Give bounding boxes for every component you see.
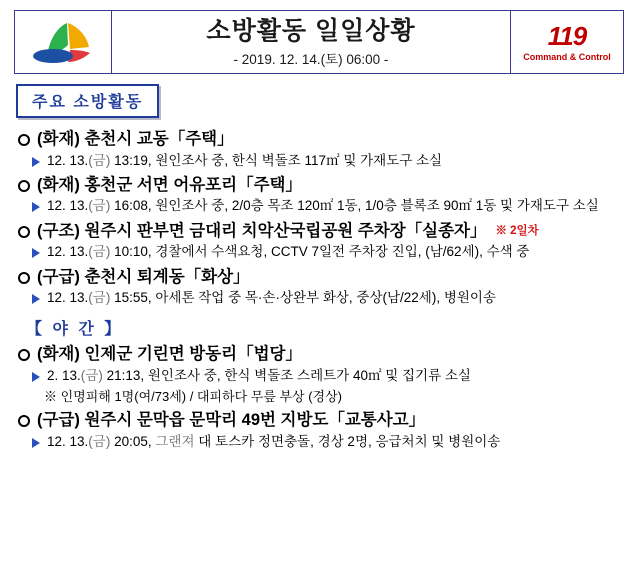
incident-title-row	[16, 344, 628, 365]
incident-detail	[47, 197, 628, 215]
detail-fragment: 16:08, 원인조사 중, 2/0층 목조 120㎡ 1동, 1/0층 블록조 90㎡ 1동 및 가재도구 소실	[110, 198, 599, 214]
detail-fragment: (금)	[80, 368, 103, 383]
detail-fragment: 12. 13.	[47, 290, 89, 306]
incident-detail	[47, 152, 628, 170]
circle-bullet-icon	[18, 226, 30, 238]
detail-fragment: 21:13, 원인조사 중, 한식 벽돌조 스레트가 40㎡ 및 집기류 소실	[102, 368, 471, 383]
detail-fragment: 대 토스카 정면충돌, 경상 2명, 응급처치 및 병원이송	[194, 433, 501, 449]
detail-fragment: 13:19, 원인조사 중, 한식 벽돌조 117㎡ 및 가재도구 소실	[110, 152, 443, 168]
circle-bullet-icon	[18, 415, 30, 427]
page-title: 소방활동 일일상황	[206, 17, 416, 46]
document-header	[14, 10, 624, 74]
incident-detail-row	[32, 243, 628, 261]
incident-title: (구급) 원주시 문막읍 문막리 49번 지방도「교통사고」	[37, 411, 426, 430]
incident-detail-row	[32, 152, 628, 170]
detail-fragment: (금)	[88, 244, 111, 260]
incident-detail	[47, 243, 628, 261]
triangle-bullet-icon	[32, 157, 40, 167]
incident-item	[10, 267, 628, 308]
content-area	[10, 129, 628, 451]
detail-fragment: 그랜져	[155, 433, 195, 449]
incident-title: (구조) 원주시 판부면 금대리 치악산국립공원 주차장「실종자」	[37, 221, 487, 240]
incident-item	[10, 410, 628, 451]
detail-fragment: (금)	[88, 290, 111, 306]
document-page	[0, 10, 638, 578]
daytime-item-list	[10, 129, 628, 307]
circle-bullet-icon	[18, 272, 30, 284]
detail-fragment: (금)	[88, 198, 111, 214]
title-cell	[112, 11, 510, 73]
incident-detail-row	[32, 289, 628, 307]
logo-cell	[15, 11, 112, 73]
detail-fragment: (금)	[88, 152, 111, 168]
incident-title: (화재) 춘천시 교동「주택」	[37, 130, 234, 148]
detail-fragment: 12. 13.	[47, 198, 89, 214]
circle-bullet-icon	[18, 180, 30, 192]
report-date: - 2019. 12. 14.(토) 06:00 -	[233, 51, 389, 67]
detail-fragment: 15:55, 아세톤 작업 중 목·손·상완부 화상, 중상(남/22세), 병원이송	[110, 290, 496, 306]
brand-subtitle: Command & Control	[523, 51, 611, 62]
incident-title-row	[16, 129, 628, 150]
incident-item	[10, 221, 628, 262]
triangle-bullet-icon	[32, 438, 40, 448]
brand-cell	[510, 11, 623, 73]
triangle-bullet-icon	[32, 202, 40, 212]
nighttime-item-list	[10, 344, 628, 451]
detail-fragment: 12. 13.	[47, 433, 89, 449]
incident-detail	[47, 367, 628, 385]
circle-bullet-icon	[18, 349, 30, 361]
detail-fragment: 10:10, 경찰에서 수색요청, CCTV 7일전 주차장 진입, (남/62세), 수색 중	[110, 244, 530, 260]
incident-title: (화재) 홍천군 서면 어유포리「주택」	[37, 175, 302, 194]
incident-title: (화재) 인제군 기린면 방동리「법당」	[37, 345, 302, 364]
emblem-logo-icon	[27, 19, 99, 65]
emergency-number-icon: 119	[547, 20, 587, 51]
incident-item	[10, 129, 628, 170]
incident-title: (구급) 춘천시 퇴계동「화상」	[37, 267, 250, 286]
incident-detail	[47, 433, 628, 451]
detail-fragment: (금)	[88, 433, 111, 449]
incident-status-badge: ※ 2일차	[495, 224, 539, 237]
incident-detail-row	[32, 367, 628, 385]
triangle-bullet-icon	[32, 372, 40, 382]
incident-item	[10, 175, 628, 216]
triangle-bullet-icon	[32, 248, 40, 258]
incident-detail	[47, 289, 628, 307]
detail-fragment: 2. 13.	[47, 368, 81, 383]
incident-extra-note: ※ 인명피해 1명(여/73세) / 대피하다 무릎 부상 (경상)	[44, 389, 342, 405]
section-heading: 주요 소방활동	[16, 84, 159, 118]
night-section-heading: 【 야 간 】	[26, 321, 124, 339]
incident-item	[10, 344, 628, 405]
detail-fragment: 20:05,	[110, 433, 156, 449]
triangle-bullet-icon	[32, 294, 40, 304]
detail-fragment: 12. 13.	[47, 152, 89, 168]
incident-title-row	[16, 221, 628, 242]
detail-fragment: 12. 13.	[47, 244, 89, 260]
incident-title-row	[16, 175, 628, 196]
incident-title-row	[16, 410, 628, 431]
incident-title-row	[16, 267, 628, 288]
circle-bullet-icon	[18, 134, 30, 146]
incident-detail-row	[32, 433, 628, 451]
incident-detail-row	[32, 197, 628, 215]
